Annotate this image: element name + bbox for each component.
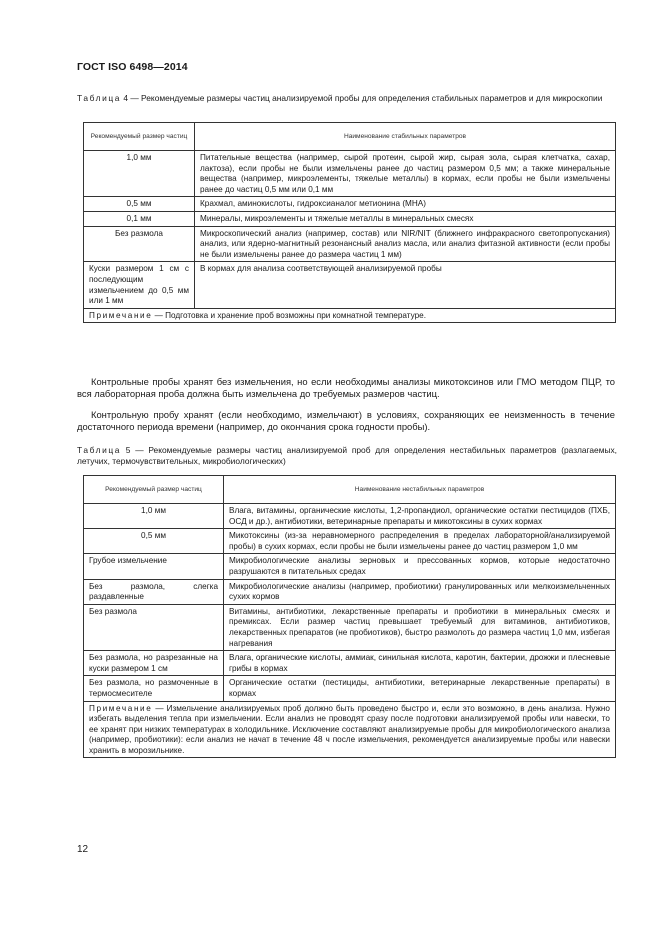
table5-note: [84, 701, 616, 758]
table-row: [84, 604, 616, 650]
parameters-cell: Крахмал, аминокислоты, гидроксианалог метионина (МНА): [195, 197, 616, 212]
table4-col-params-header: Наименование стабильных параметров: [195, 123, 616, 151]
particle-size-cell: Без размола: [84, 604, 224, 650]
table4-header-row: [84, 123, 616, 151]
table5-note-row: [84, 701, 616, 758]
table5-col-size-header: Рекомендуемый размер частиц: [84, 476, 224, 504]
parameters-cell: Влага, витамины, органические кислоты, 1,2-пропандиол, органические остатки пестицидов (ПХБ, ОСД и др.), антибиотики, ветеринарные препараты и микотоксины в сухих кормах: [224, 504, 616, 529]
particle-size-cell: Без размола, но размоченные в термосмесителе: [84, 676, 224, 701]
particle-size-cell: Без размола, но разрезанные на куски размером 1 см: [84, 651, 224, 676]
table5-caption-label: Таблица: [77, 445, 122, 455]
parameters-cell: Питательные вещества (например, сырой протеин, сырой жир, сырая зола, сырая клетчатка, сахар, лактоза), если пробы не были измельчены ранее до частиц размером 0,5 мм; а также минеральные вещества (например, микроэлементы, тяжелые металлы) в кормах, если пробы не были измельчены ранее до частиц 0,5 мм или 0,1 мм: [195, 151, 616, 197]
table4-caption-text: 4 — Рекомендуемые размеры частиц анализируемой пробы для определения стабильных параметров и для микроскопии: [121, 93, 603, 103]
particle-size-cell: Без размола, слегка раздавленные: [84, 579, 224, 604]
page-title: ГОСТ ISO 6498—2014: [77, 61, 188, 73]
table-row: [84, 151, 616, 197]
particle-size-cell: Грубое измельчение: [84, 554, 224, 579]
table5-note-text: — Измельчение анализируемых проб должно быть проведено быстро и, если это возможно, в день анализа. Нужно избегать выделения тепла при измельчении. Если анализ не проводят сразу после подготовки анализируемой пробы или навески, то ее хранят при низких температурах в холодильнике. Исключение составляют анализируемые пробы для микробиологического анализа (например, пробиотики): если анализ не начат в течение 48 ч после измельчения, рекомендуется анализируемые пробы или навески хранить в морозильнике.: [89, 703, 610, 755]
particle-size-cell: 0,5 мм: [84, 529, 224, 554]
parameters-cell: Микотоксины (из-за неравномерного распределения в пределах лабораторной/анализируемой пробы) в сухих кормах, если пробы не были измельчены ранее до частиц размером 1,0 мм: [224, 529, 616, 554]
table-4: [83, 122, 616, 323]
table-row: [84, 676, 616, 701]
paragraph-storage: Контрольную пробу хранят (если необходимо, измельчают) в условиях, сохраняющих ее неизменность в течение достаточного периода времени (например, до окончания срока годности пробы).: [77, 409, 615, 433]
parameters-cell: В кормах для анализа соответствующей анализируемой пробы: [195, 262, 616, 308]
table4-note: [84, 308, 616, 323]
table4-note-row: [84, 308, 616, 323]
parameters-cell: Влага, органические кислоты, аммиак, синильная кислота, каротин, бактерии, дрожжи и плесневые грибы в кормах: [224, 651, 616, 676]
table5-caption: [77, 445, 617, 467]
table-row: [84, 262, 616, 308]
particle-size-cell: 0,5 мм: [84, 197, 195, 212]
particle-size-cell: 1,0 мм: [84, 504, 224, 529]
parameters-cell: Микробиологические анализы (например, пробиотики) гранулированных или мелкоизмельченных сухих кормов: [224, 579, 616, 604]
table-5: [83, 475, 616, 758]
table5-note-label: Примечание: [89, 703, 153, 713]
table-row: [84, 226, 616, 262]
table-row: [84, 579, 616, 604]
table-row: [84, 504, 616, 529]
parameters-cell: Микроскопический анализ (например, состав) или NIR/NIT (ближнего инфракрасного светопропускания) анализ, или ядерно-магнитный резонансный анализ масла, или анализ фитазной активности (если пробы не были измельчены ранее до размера частиц 1 мм): [195, 226, 616, 262]
parameters-cell: Минералы, микроэлементы и тяжелые металлы в минеральных смесях: [195, 211, 616, 226]
table4-caption-label: Таблица: [77, 93, 122, 103]
particle-size-cell: 1,0 мм: [84, 151, 195, 197]
table-row: [84, 651, 616, 676]
table-row: [84, 554, 616, 579]
table-row: [84, 197, 616, 212]
parameters-cell: Витамины, антибиотики, лекарственные препараты и пробиотики в минеральных смесях и премиксах. Если размер частиц превышает требуемый для витаминов, антибиотиков, лекарственных препаратов (не пробиотиков), быстро размолоть до размера частиц 1,0 мм, избегая нагревания: [224, 604, 616, 650]
paragraph-control-samples: Контрольные пробы хранят без измельчения, но если необходимы анализы микотоксинов или ГМО методом ПЦР, то вся лабораторная проба должна быть измельчена до требуемых размеров частиц.: [77, 376, 615, 400]
table4-note-label: Примечание: [89, 310, 153, 320]
table5-caption-text: 5 — Рекомендуемые размеры частиц анализируемой проб для определения нестабильных параметров (разлагаемых, летучих, термочувствительных, микробиологических): [77, 445, 617, 466]
page-number: 12: [77, 844, 89, 855]
table5-header-row: [84, 476, 616, 504]
table4-note-text: — Подготовка и хранение проб возможны при комнатной температуре.: [152, 310, 427, 320]
table4-caption: [77, 93, 617, 104]
particle-size-cell: Куски размером 1 см с последующим измельчением до 0,5 мм или 1 мм: [84, 262, 195, 308]
table-row: [84, 211, 616, 226]
parameters-cell: Микробиологические анализы зерновых и прессованных кормов, которые недостаточно разрушаются в питательных средах: [224, 554, 616, 579]
table4-col-size-header: Рекомендуемый размер частиц: [84, 123, 195, 151]
table-row: [84, 529, 616, 554]
particle-size-cell: Без размола: [84, 226, 195, 262]
parameters-cell: Органические остатки (пестициды, антибиотики, ветеринарные лекарственные препараты) в кормах: [224, 676, 616, 701]
particle-size-cell: 0,1 мм: [84, 211, 195, 226]
table5-col-params-header: Наименование нестабильных параметров: [224, 476, 616, 504]
